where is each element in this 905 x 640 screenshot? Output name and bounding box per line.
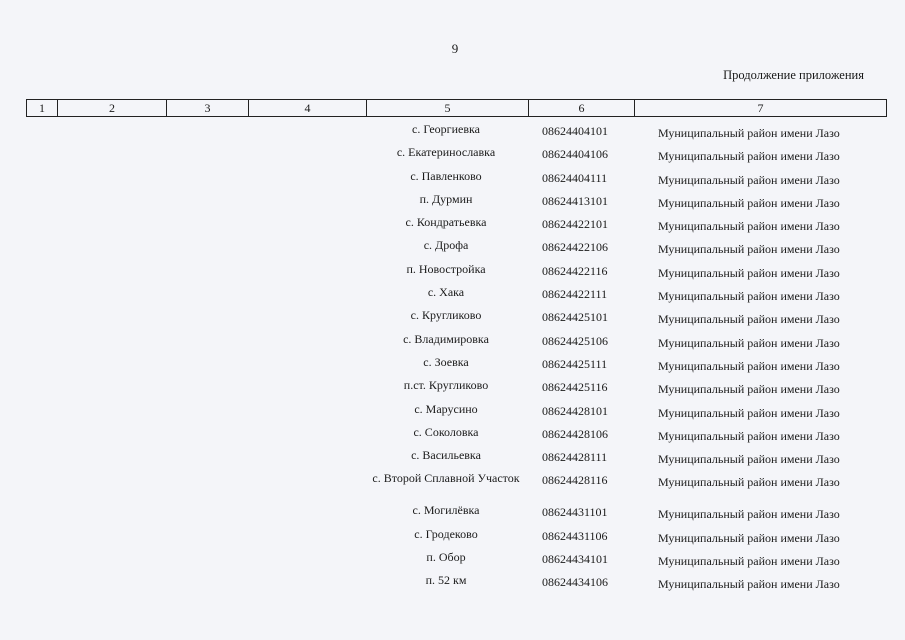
district-name: Муниципальный район имени Лазо bbox=[658, 195, 840, 210]
table-row bbox=[0, 145, 905, 168]
oktmo-code: 08624404111 bbox=[542, 170, 608, 185]
table-row bbox=[0, 527, 905, 550]
district-name: Муниципальный район имени Лазо bbox=[658, 428, 840, 443]
table-row bbox=[0, 503, 905, 526]
table-body bbox=[0, 122, 905, 597]
column-header-6: 6 bbox=[529, 100, 635, 116]
oktmo-code: 08624428116 bbox=[542, 473, 608, 488]
settlement-name: с. Васильевка bbox=[411, 448, 481, 463]
oktmo-code: 08624425106 bbox=[542, 333, 608, 348]
settlement-name: с. Зоевка bbox=[423, 354, 469, 369]
table-row bbox=[0, 355, 905, 378]
district-name: Муниципальный район имени Лазо bbox=[658, 530, 840, 545]
settlement-name: с. Кругликово bbox=[410, 308, 482, 323]
table-row bbox=[0, 192, 905, 215]
column-header-1: 1 bbox=[27, 100, 58, 116]
oktmo-code: 08624404106 bbox=[542, 147, 608, 162]
oktmo-code: 08624425111 bbox=[542, 356, 608, 371]
district-name: Муниципальный район имени Лазо bbox=[658, 219, 840, 234]
oktmo-code: 08624428101 bbox=[542, 403, 608, 418]
district-name: Муниципальный район имени Лазо bbox=[658, 452, 840, 467]
column-header-4: 4 bbox=[249, 100, 367, 116]
settlement-name: с. Могилёвка bbox=[412, 503, 480, 518]
settlement-name: п. Новостройка bbox=[406, 261, 486, 276]
table-row bbox=[0, 448, 905, 471]
oktmo-code: 08624434106 bbox=[542, 575, 608, 590]
district-name: Муниципальный район имени Лазо bbox=[658, 289, 840, 304]
district-name: Муниципальный район имени Лазо bbox=[658, 265, 840, 280]
column-header-7: 7 bbox=[757, 101, 764, 115]
settlement-name: с. Гродеково bbox=[414, 526, 478, 541]
column-header-2: 2 bbox=[58, 100, 167, 116]
district-name: Муниципальный район имени Лазо bbox=[658, 126, 840, 140]
page-number: 9 bbox=[451, 41, 459, 56]
district-name: Муниципальный район имени Лазо bbox=[658, 554, 840, 569]
table-row bbox=[0, 308, 905, 331]
column-header-3: 3 bbox=[167, 100, 249, 116]
table-row bbox=[0, 378, 905, 401]
settlement-name: с. Второй Сплавной Участок bbox=[372, 471, 520, 486]
district-name: Муниципальный район имени Лазо bbox=[658, 507, 840, 522]
continuation-label: Продолжение приложения bbox=[723, 68, 864, 82]
oktmo-code: 08624422111 bbox=[542, 287, 608, 302]
table-row bbox=[0, 550, 905, 573]
table-row bbox=[0, 402, 905, 425]
district-name: Муниципальный район имени Лазо bbox=[658, 242, 840, 257]
district-name: Муниципальный район имени Лазо bbox=[658, 475, 840, 490]
oktmo-code: 08624422116 bbox=[542, 263, 608, 278]
settlement-name: п.ст. Кругликово bbox=[403, 378, 489, 393]
settlement-name: с. Соколовка bbox=[413, 424, 479, 439]
settlement-name: п. Дурмин bbox=[419, 191, 473, 206]
column-header-5: 5 bbox=[367, 100, 529, 116]
settlement-name: п. 52 км bbox=[425, 573, 467, 588]
table-row bbox=[0, 471, 905, 503]
oktmo-code: 08624434101 bbox=[542, 552, 608, 567]
table-row bbox=[0, 285, 905, 308]
district-name: Муниципальный район имени Лазо bbox=[658, 149, 840, 164]
settlement-name: с. Хака bbox=[427, 285, 465, 300]
table-row bbox=[0, 332, 905, 355]
oktmo-code: 08624428111 bbox=[542, 450, 608, 465]
oktmo-code: 08624422101 bbox=[542, 217, 608, 232]
oktmo-code: 08624404101 bbox=[542, 124, 608, 138]
district-name: Муниципальный район имени Лазо bbox=[658, 358, 840, 373]
district-name: Муниципальный район имени Лазо bbox=[658, 405, 840, 420]
settlement-name: с. Екатеринославка bbox=[396, 145, 496, 160]
table-row bbox=[0, 215, 905, 238]
table-row bbox=[0, 238, 905, 261]
table-row bbox=[0, 425, 905, 448]
table-row bbox=[0, 169, 905, 192]
table-header bbox=[26, 99, 887, 117]
oktmo-code: 08624422106 bbox=[542, 240, 608, 255]
district-name: Муниципальный район имени Лазо bbox=[658, 382, 840, 397]
settlement-name: с. Марусино bbox=[414, 401, 478, 416]
oktmo-code: 08624425101 bbox=[542, 310, 608, 325]
district-name: Муниципальный район имени Лазо bbox=[658, 172, 840, 187]
settlement-name: с. Владимировка bbox=[403, 331, 489, 346]
table-row bbox=[0, 122, 905, 145]
oktmo-code: 08624428106 bbox=[542, 426, 608, 441]
oktmo-code: 08624413101 bbox=[542, 193, 608, 208]
settlement-name: п. Обор bbox=[426, 550, 466, 565]
settlement-name: с. Дрофа bbox=[423, 238, 469, 253]
settlement-name: с. Кондратьевка bbox=[405, 215, 487, 230]
settlement-name: с. Георгиевка bbox=[412, 122, 480, 136]
table-row bbox=[0, 262, 905, 285]
oktmo-code: 08624431106 bbox=[542, 528, 608, 543]
table-row bbox=[0, 573, 905, 596]
oktmo-code: 08624431101 bbox=[542, 505, 608, 520]
district-name: Муниципальный район имени Лазо bbox=[658, 577, 840, 592]
district-name: Муниципальный район имени Лазо bbox=[658, 335, 840, 350]
settlement-name: с. Павленково bbox=[410, 168, 482, 183]
district-name: Муниципальный район имени Лазо bbox=[658, 312, 840, 327]
oktmo-code: 08624425116 bbox=[542, 380, 608, 395]
